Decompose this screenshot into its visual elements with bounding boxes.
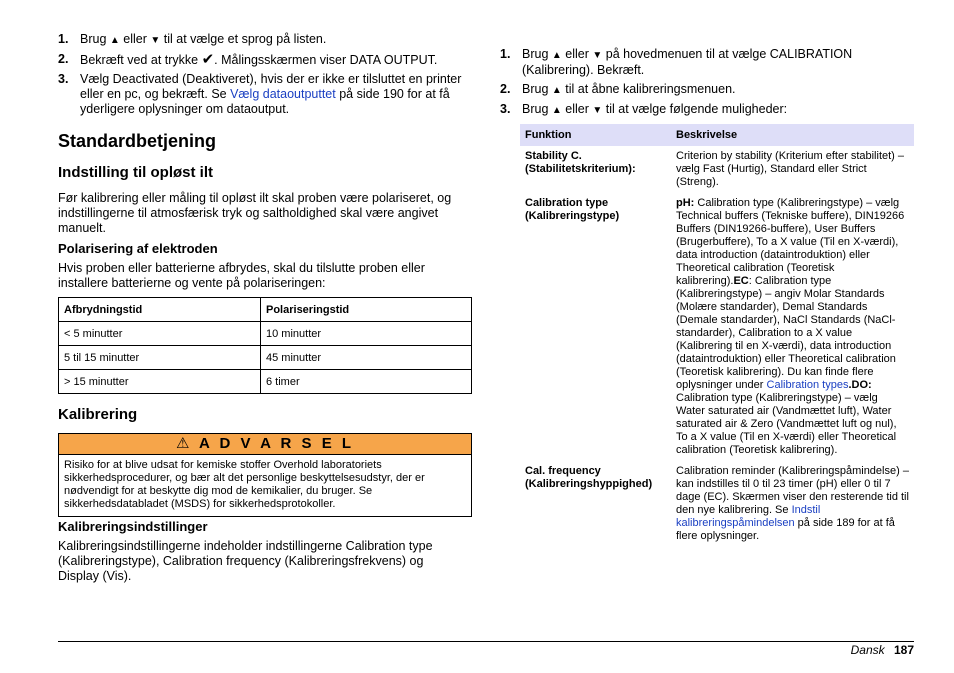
link-calibration-reminder[interactable]: Indstil kalibreringspåmindelsen xyxy=(676,504,821,529)
page-number: 187 xyxy=(893,643,914,657)
heading-polarization: Polarisering af elektroden xyxy=(58,241,218,256)
step-2: 2. Bekræft ved at trykke ✔. Målingsskærmen viser DATA OUTPUT. xyxy=(58,51,438,68)
section-title: Standardbetjening xyxy=(58,131,217,151)
warning-text: Risiko for at blive udsat for kemiske stoffer Overhold laboratoriets sikkerhedsprocedurer, og bær alt det personlige beskyttelsesudstyr, der er nødvendigt for at beskytte dig mod de kemikalier, du bruger. Se sikkerhedsdatabladet (MSDS) for sikkerhedsprotokoller. xyxy=(64,459,425,510)
step-1: 1. Brug ▲ eller ▼ til at vælge et sprog på listen. xyxy=(58,32,327,46)
subsection-title-calibration: Kalibrering xyxy=(58,406,138,423)
subsection-title-dissolved-oxygen: Indstilling til opløst ilt xyxy=(58,164,213,181)
table-row xyxy=(59,370,472,394)
table-cell: > 15 minutter xyxy=(59,370,261,394)
arrow-down-icon: ▼ xyxy=(150,35,161,46)
arrow-down-icon: ▼ xyxy=(592,50,603,61)
arrow-up-icon: ▲ xyxy=(551,50,562,61)
table-row xyxy=(520,146,914,193)
table-row xyxy=(520,193,914,461)
do-paragraph: Før kalibrering eller måling til opløst ilt skal proben være polariseret, og indstillingerne til atmosfærisk tryk og saltholdighed skal være angivet manuelt. xyxy=(58,191,452,235)
footer-divider xyxy=(58,641,914,642)
table-header-cell: Beskrivelse xyxy=(671,124,914,146)
function-table xyxy=(520,124,914,547)
table-cell: 45 minutter xyxy=(261,346,472,370)
table-cell: 6 timer xyxy=(261,370,472,394)
arrow-up-icon: ▲ xyxy=(109,35,120,46)
table-header-cell: Afbrydningstid xyxy=(59,298,261,322)
table-cell: 10 minutter xyxy=(261,322,472,346)
table-cell: < 5 minutter xyxy=(59,322,261,346)
table-header-cell: Polariseringstid xyxy=(261,298,472,322)
arrow-up-icon: ▲ xyxy=(551,105,562,116)
checkmark-icon: ✔ xyxy=(201,51,215,68)
link-calibration-types[interactable]: Calibration types xyxy=(766,379,849,391)
table-header-row xyxy=(520,124,914,146)
polarization-table xyxy=(58,297,472,394)
arrow-up-icon: ▲ xyxy=(551,85,562,96)
footer-language: Dansk xyxy=(850,643,885,657)
table-cell: 5 til 15 minutter xyxy=(59,346,261,370)
table-cell-key: Cal. frequency (Kalibreringshyppighed) xyxy=(525,465,653,490)
table-cell-value: Calibration reminder (Kalibreringspåmindelse) – kan indstilles til 0 til 23 timer (pH) eller 0 til 7 dage (EC). Skærmen viser den resterende tid til den nye kalibrering. Se Indstil kalibreringspåmindelsen på side 189 for at få flere oplysninger. xyxy=(676,465,909,542)
table-cell-value: Criterion by stability (Kriterium efter stabilitet) – vælg Fast (Hurtig), Standard eller Strict (Streng). xyxy=(676,150,905,188)
page-footer xyxy=(851,643,914,657)
arrow-down-icon: ▼ xyxy=(592,105,603,116)
warning-icon: ⚠ xyxy=(175,435,193,452)
table-header-cell: Funktion xyxy=(520,124,671,146)
step-1: 1. Brug ▲ eller ▼ på hovedmenuen til at vælge CALIBRATION (Kalibrering). Bekræft. xyxy=(500,47,853,77)
calibration-steps xyxy=(500,47,914,122)
step-3: 3. Vælg Deactivated (Deaktiveret), hvis der er ikke er tilsluttet en printer eller en pc, og bekræft. Se Vælg dataoutputtet på side 190 for at få yderligere oplysninger om dataoutput. xyxy=(58,72,462,116)
link-data-output[interactable]: Vælg dataoutputtet xyxy=(230,87,336,101)
heading-calibration-settings: Kalibreringsindstillinger xyxy=(58,519,208,534)
table-row xyxy=(59,322,472,346)
warning-title: A D V A R S E L xyxy=(199,435,355,452)
table-row xyxy=(520,461,914,547)
table-cell-key: Stability C. (Stabilitetskriterium): xyxy=(525,150,636,175)
step-2: 2. Brug ▲ til at åbne kalibreringsmenuen. xyxy=(500,82,736,96)
language-steps xyxy=(58,32,472,121)
table-cell-value: pH: Calibration type (Kalibreringstype) – vælg Technical buffers (Tekniske buffere), DIN19266 Buffers (DIN19266-buffere), User Buffers (Brugerbuffere), To a X value (Til en X-værdi), data introduction (dataintroduktion) eller Theoretical calibration (Teoretisk kalibrering).EC: Calibration type (Kalibreringstype) – angiv Molar Standards (Molære standarder), Demal Standards (Demale standarder), NaCl Standards (NaCl-standarder), Calibration to a X value (Kalibrering til en X-værdi), data introduction (dataintroduktion) eller Theoretical calibration (Teoretisk kalibrering). Du kan finde flere oplysninger under Calibration types.DO: Calibration type (Kalibreringstype) – vælg Water saturated air (Vandmættet luft), Water saturated air & Zero (Vandmættet luft og nul), To a X value (Til en X-værdi) eller Theoretical calibration (Teoretisk kalibrering). xyxy=(676,197,905,456)
table-cell-key: Calibration type (Kalibreringstype) xyxy=(525,197,620,222)
step-3: 3. Brug ▲ eller ▼ til at vælge følgende muligheder: xyxy=(500,102,788,116)
warning-box xyxy=(58,433,472,517)
table-header-row xyxy=(59,298,472,322)
polarization-paragraph: Hvis proben eller batterierne afbrydes, skal du tilslutte proben eller installere batterierne og vente på polariseringen: xyxy=(58,261,425,290)
calibration-settings-paragraph: Kalibreringsindstillingerne indeholder indstillingerne Calibration type (Kalibreringstype), Calibration frequency (Kalibreringsfrekvens) og Display (Vis). xyxy=(58,539,433,583)
table-row xyxy=(59,346,472,370)
warning-header xyxy=(59,434,471,455)
